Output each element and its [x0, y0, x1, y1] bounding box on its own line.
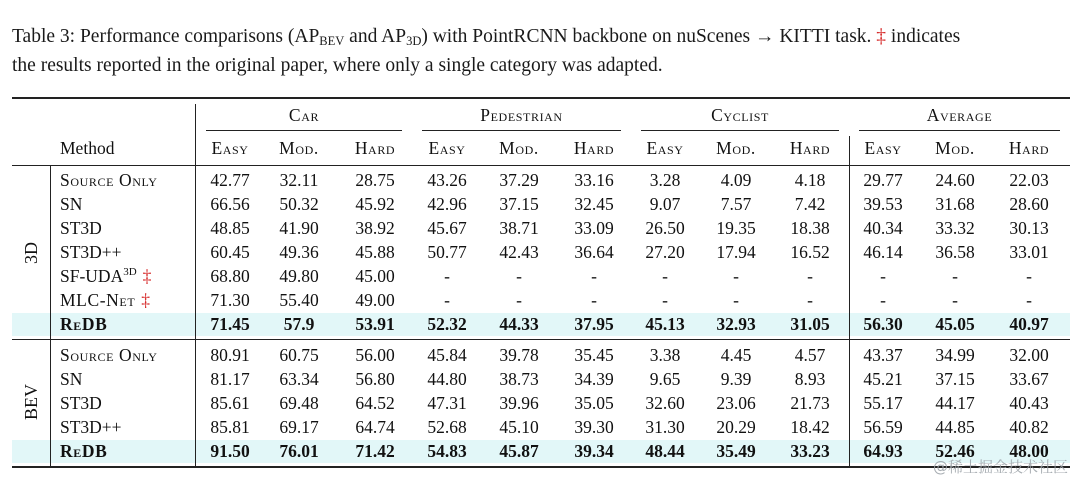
value-cell: 3.38 — [649, 345, 681, 365]
value-cell: 19.35 — [716, 218, 756, 238]
value-cell: 33.09 — [574, 218, 614, 238]
subcol-header-easy: Easy — [428, 138, 466, 158]
method-name: SN — [60, 369, 83, 389]
value-cell: 64.52 — [355, 393, 395, 413]
value-cell: 45.92 — [355, 194, 395, 214]
method-header: Method — [60, 138, 115, 158]
value-cell: 45.21 — [863, 369, 903, 389]
value-cell: 45.05 — [935, 314, 975, 334]
value-cell: 53.91 — [355, 314, 395, 334]
value-cell: 45.87 — [499, 441, 539, 461]
value-cell: 35.05 — [574, 393, 614, 413]
value-cell: 31.68 — [935, 194, 975, 214]
value-cell: 68.80 — [210, 266, 250, 286]
value-cell: - — [733, 266, 739, 286]
value-cell: 57.9 — [283, 314, 315, 334]
value-cell: 18.38 — [790, 218, 830, 238]
value-cell: 44.33 — [499, 314, 539, 334]
method-name: MLC-Net — [60, 290, 136, 310]
value-cell: 43.37 — [863, 345, 903, 365]
value-cell: - — [516, 290, 522, 310]
value-cell: 64.93 — [863, 441, 903, 461]
group-header-cyclist: Cyclist — [711, 105, 769, 125]
value-cell: 56.80 — [355, 369, 395, 389]
value-cell: 66.56 — [210, 194, 250, 214]
value-cell: 4.18 — [794, 170, 826, 190]
caption-line-1: Table 3: Performance comparisons ($AP_{BEV}$ and $AP_{3D}$) with PointRCNN backbone on nuScenes → KITTI task. ‡ indicates — [12, 26, 961, 48]
value-cell: 42.77 — [210, 170, 250, 190]
value-cell: 27.20 — [645, 242, 685, 262]
value-cell: 49.36 — [279, 242, 319, 262]
vrule-label-bev — [50, 340, 51, 466]
value-cell: 18.42 — [790, 417, 830, 437]
section-rule — [12, 339, 1070, 340]
value-cell: 23.06 — [716, 393, 756, 413]
value-cell: 52.68 — [427, 417, 467, 437]
value-cell: 48.85 — [210, 218, 250, 238]
value-cell: 71.45 — [210, 314, 250, 334]
value-cell: 37.15 — [499, 194, 539, 214]
value-cell: 45.88 — [355, 242, 395, 262]
bottom-rule — [12, 466, 1070, 468]
value-cell: 39.96 — [499, 393, 539, 413]
subcol-header-hard: Hard — [789, 138, 831, 158]
value-cell: - — [591, 290, 597, 310]
value-cell: 40.34 — [863, 218, 903, 238]
value-cell: 81.17 — [210, 369, 250, 389]
value-cell: 47.31 — [427, 393, 467, 413]
value-cell: 45.84 — [427, 345, 467, 365]
value-cell: - — [807, 266, 813, 286]
method-name: ReDB — [60, 314, 108, 334]
value-cell: 56.30 — [863, 314, 903, 334]
value-cell: 36.64 — [574, 242, 614, 262]
value-cell: 63.34 — [279, 369, 319, 389]
value-cell: 8.93 — [794, 369, 826, 389]
value-cell: 55.17 — [863, 393, 903, 413]
method-cell — [60, 193, 82, 216]
value-cell: 32.60 — [645, 393, 685, 413]
value-cell: 91.50 — [210, 441, 250, 461]
value-cell: 35.49 — [716, 441, 756, 461]
method-cell — [60, 440, 107, 463]
watermark: @稀土掘金技术社区 — [932, 458, 1068, 476]
value-cell: 4.57 — [794, 345, 826, 365]
value-cell: 44.17 — [935, 393, 975, 413]
value-cell: 45.10 — [499, 417, 539, 437]
value-cell: 26.50 — [645, 218, 685, 238]
method-superscript: 3D — [123, 266, 137, 278]
group-header-average: Average — [926, 105, 993, 125]
value-cell: 64.74 — [355, 417, 395, 437]
value-cell: 32.00 — [1009, 345, 1049, 365]
value-cell: 35.45 — [574, 345, 614, 365]
value-cell: 16.52 — [790, 242, 830, 262]
value-cell: 22.03 — [1009, 170, 1049, 190]
method-cell — [60, 217, 102, 240]
value-cell: 45.13 — [645, 314, 685, 334]
value-cell: 17.94 — [716, 242, 756, 262]
method-name: ST3D++ — [60, 242, 122, 262]
header-rule — [12, 165, 1070, 166]
value-cell: 44.80 — [427, 369, 467, 389]
method-name: ST3D — [60, 393, 102, 413]
method-name: SN — [60, 194, 83, 214]
value-cell: 7.57 — [720, 194, 752, 214]
method-name: ST3D++ — [60, 417, 122, 437]
value-cell: - — [662, 290, 668, 310]
value-cell: 69.17 — [279, 417, 319, 437]
value-cell: 32.93 — [716, 314, 756, 334]
group-underline-2 — [641, 130, 839, 131]
value-cell: - — [880, 290, 886, 310]
value-cell: - — [662, 266, 668, 286]
value-cell: - — [807, 290, 813, 310]
method-cell — [60, 416, 122, 439]
method-cell — [60, 241, 122, 264]
value-cell: 45.67 — [427, 218, 467, 238]
value-cell: 32.11 — [279, 170, 319, 190]
value-cell: 24.60 — [935, 170, 975, 190]
value-cell: 80.91 — [210, 345, 250, 365]
subcol-header-easy: Easy — [211, 138, 249, 158]
value-cell: 31.05 — [790, 314, 830, 334]
value-cell: 29.77 — [863, 170, 903, 190]
value-cell: 42.43 — [499, 242, 539, 262]
group-underline-3 — [859, 130, 1060, 131]
value-cell: 48.00 — [1009, 441, 1049, 461]
value-cell: - — [516, 266, 522, 286]
value-cell: 9.07 — [649, 194, 681, 214]
value-cell: 39.34 — [574, 441, 614, 461]
section-label-3d: 3D — [21, 242, 41, 264]
value-cell: 60.75 — [279, 345, 319, 365]
value-cell: 42.96 — [427, 194, 467, 214]
vrule-label-3d — [50, 166, 51, 339]
value-cell: 71.30 — [210, 290, 250, 310]
method-cell — [60, 368, 82, 391]
method-cell — [60, 289, 151, 312]
value-cell: - — [1026, 266, 1032, 286]
value-cell: 60.45 — [210, 242, 250, 262]
method-name: ReDB — [60, 441, 108, 461]
value-cell: 31.30 — [645, 417, 685, 437]
method-cell — [60, 265, 151, 288]
value-cell: 28.60 — [1009, 194, 1049, 214]
subcol-header-hard: Hard — [573, 138, 615, 158]
value-cell: 30.13 — [1009, 218, 1049, 238]
value-cell: 4.45 — [720, 345, 752, 365]
value-cell: 34.39 — [574, 369, 614, 389]
value-cell: 43.26 — [427, 170, 467, 190]
value-cell: 39.53 — [863, 194, 903, 214]
method-cell — [60, 344, 157, 367]
value-cell: 3.28 — [649, 170, 681, 190]
value-cell: - — [952, 266, 958, 286]
value-cell: 32.45 — [574, 194, 614, 214]
value-cell: 37.15 — [935, 369, 975, 389]
value-cell: 85.81 — [210, 417, 250, 437]
value-cell: 9.39 — [720, 369, 752, 389]
value-cell: 39.78 — [499, 345, 539, 365]
value-cell: 52.46 — [935, 441, 975, 461]
value-cell: 33.01 — [1009, 242, 1049, 262]
value-cell: - — [444, 290, 450, 310]
subcol-header-mod: Mod. — [499, 138, 539, 158]
value-cell: 37.29 — [499, 170, 539, 190]
value-cell: 49.80 — [279, 266, 319, 286]
value-cell: 52.32 — [427, 314, 467, 334]
group-header-car: Car — [288, 105, 320, 125]
value-cell: - — [444, 266, 450, 286]
value-cell: 33.23 — [790, 441, 830, 461]
value-cell: 33.67 — [1009, 369, 1049, 389]
value-cell: - — [952, 290, 958, 310]
value-cell: 56.59 — [863, 417, 903, 437]
subcol-header-hard: Hard — [1008, 138, 1050, 158]
subcol-header-hard: Hard — [354, 138, 396, 158]
subcol-header-easy: Easy — [646, 138, 684, 158]
value-cell: 50.77 — [427, 242, 467, 262]
dagger-mark: ‡ — [142, 266, 152, 286]
value-cell: 44.85 — [935, 417, 975, 437]
value-cell: 34.99 — [935, 345, 975, 365]
value-cell: 9.65 — [649, 369, 681, 389]
value-cell: 50.32 — [279, 194, 319, 214]
value-cell: 45.00 — [355, 266, 395, 286]
subcol-header-mod: Mod. — [279, 138, 319, 158]
method-cell — [60, 313, 107, 336]
value-cell: 36.58 — [935, 242, 975, 262]
method-cell — [60, 392, 102, 415]
value-cell: 46.14 — [863, 242, 903, 262]
method-name: Source Only — [60, 345, 158, 365]
subcol-header-mod: Mod. — [935, 138, 975, 158]
subcol-header-easy: Easy — [864, 138, 902, 158]
value-cell: 48.44 — [645, 441, 685, 461]
method-name: Source Only — [60, 170, 158, 190]
value-cell: 33.16 — [574, 170, 614, 190]
value-cell: 40.43 — [1009, 393, 1049, 413]
value-cell: 56.00 — [355, 345, 395, 365]
value-cell: - — [733, 290, 739, 310]
value-cell: 76.01 — [279, 441, 319, 461]
value-cell: 55.40 — [279, 290, 319, 310]
value-cell: 38.73 — [499, 369, 539, 389]
value-cell: 7.42 — [794, 194, 826, 214]
group-underline-0 — [206, 130, 402, 131]
caption-line-2: the results reported in the original paper, where only a single category was adapted. — [12, 55, 663, 76]
value-cell: - — [1026, 290, 1032, 310]
value-cell: 41.90 — [279, 218, 319, 238]
group-underline-1 — [422, 130, 621, 131]
value-cell: 54.83 — [427, 441, 467, 461]
value-cell: 21.73 — [790, 393, 830, 413]
top-rule — [12, 97, 1070, 99]
value-cell: 37.95 — [574, 314, 614, 334]
value-cell: 38.71 — [499, 218, 539, 238]
value-cell: 33.32 — [935, 218, 975, 238]
value-cell: 71.42 — [355, 441, 395, 461]
value-cell: - — [591, 266, 597, 286]
value-cell: 69.48 — [279, 393, 319, 413]
method-name: ST3D — [60, 218, 102, 238]
value-cell: - — [880, 266, 886, 286]
method-cell — [60, 169, 157, 192]
value-cell: 28.75 — [355, 170, 395, 190]
dagger-mark: ‡ — [876, 26, 887, 47]
value-cell: 85.61 — [210, 393, 250, 413]
dagger-mark: ‡ — [141, 290, 151, 310]
value-cell: 40.82 — [1009, 417, 1049, 437]
value-cell: 20.29 — [716, 417, 756, 437]
value-cell: 4.09 — [720, 170, 752, 190]
value-cell: 40.97 — [1009, 314, 1049, 334]
value-cell: 49.00 — [355, 290, 395, 310]
group-header-pedestrian: Pedestrian — [480, 105, 563, 125]
subcol-header-mod: Mod. — [716, 138, 756, 158]
method-name: SF-UDA — [60, 266, 124, 286]
section-label-bev: BEV — [21, 384, 41, 420]
value-cell: 39.30 — [574, 417, 614, 437]
value-cell: 38.92 — [355, 218, 395, 238]
